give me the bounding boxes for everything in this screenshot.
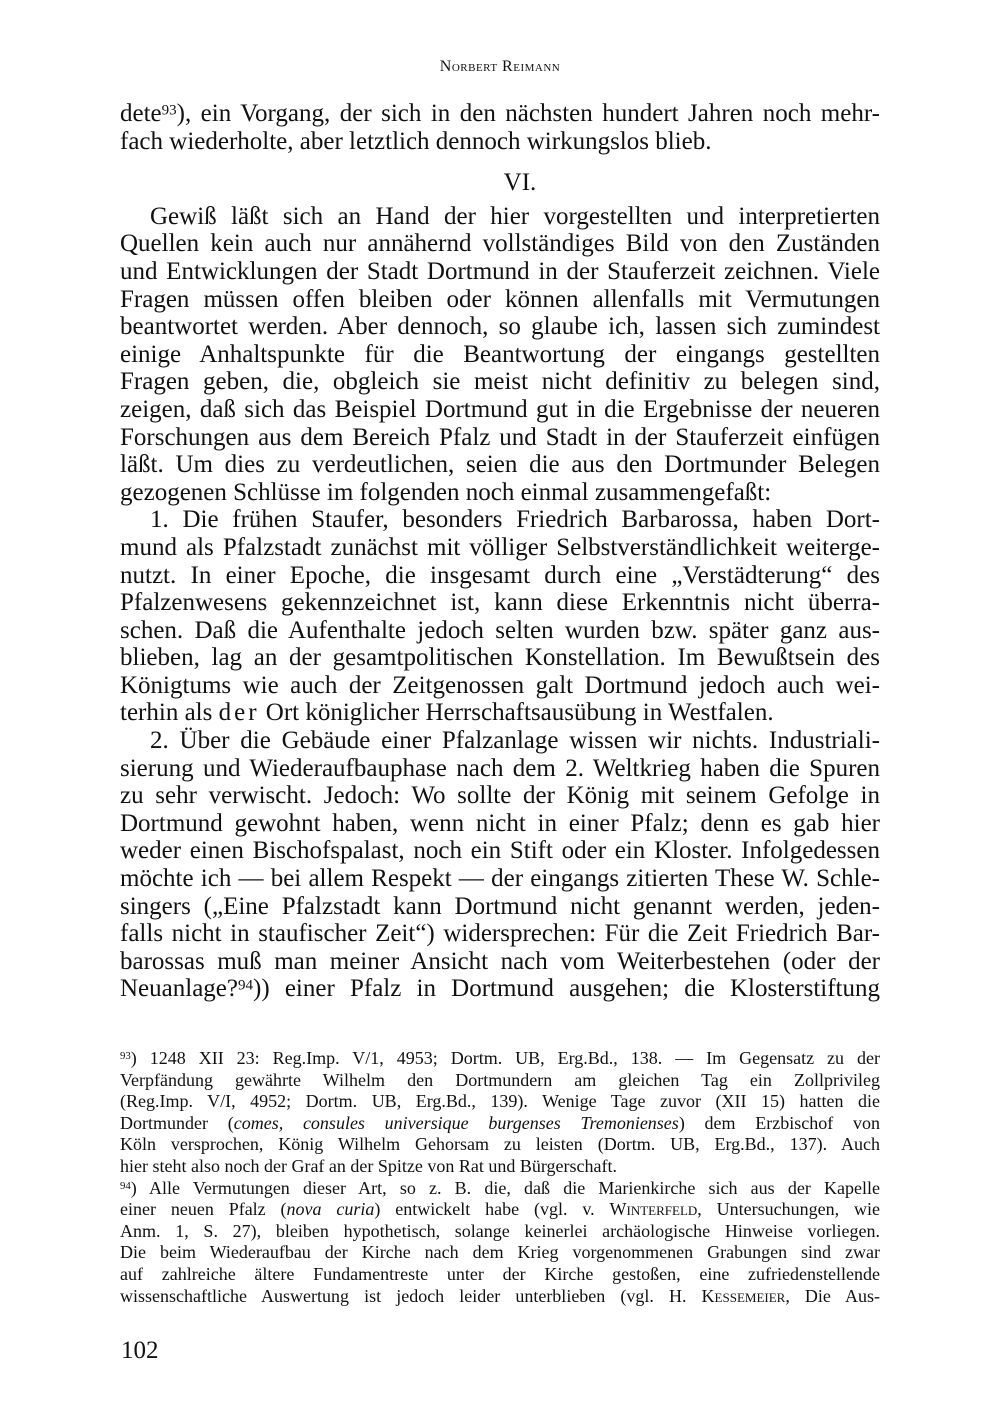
text-line: barossas muß man meiner Ansicht nach vom Weiterbestehen (oder der xyxy=(120,947,880,975)
text-line: beantwortet werden. Aber dennoch, so glaube ich, lassen sich zumindest xyxy=(120,313,880,341)
main-text xyxy=(120,100,880,1003)
text-line: Forschungen aus dem Bereich Pfalz und Stadt in der Stauferzeit einfügen xyxy=(120,423,880,451)
text-line: Königtums wie auch der Zeitgenossen galt Dortmund jedoch auch wei- xyxy=(120,671,880,699)
section-heading: VI. xyxy=(503,169,537,197)
footnote-line: Die beim Wiederaufbau der Kirche nach dem Krieg vorgenommenen Grabungen sind zwar xyxy=(120,1242,880,1263)
text-line: Pfalzenwesens gekennzeichnet ist, kann diese Erkenntnis nicht überra- xyxy=(120,589,880,617)
footnote-line: einer neuen Pfalz (nova curia) entwickelt habe (vgl. v. Winterfeld, Untersuchungen, wie xyxy=(120,1199,880,1220)
text-line: zu sehr verwischt. Jedoch: Wo sollte der König mit seinem Gefolge in xyxy=(120,782,880,810)
text-line: läßt. Um dies zu verdeutlichen, seien die aus den Dortmunder Belegen xyxy=(120,451,880,479)
text-line: Dortmund gewohnt haben, wenn nicht in einer Pfalz; denn es gab hier xyxy=(120,809,880,837)
text-line: und Entwicklungen der Stadt Dortmund in der Stauferzeit zeichnen. Viele xyxy=(120,257,880,285)
text-line: zeigen, daß sich das Beispiel Dortmund gut in die Ergebnisse der neueren xyxy=(120,395,880,423)
text-line: Fragen müssen offen bleiben oder können allenfalls mit Vermutungen xyxy=(120,285,880,313)
footnote-line: Verpfändung gewährte Wilhelm den Dortmundern am gleichen Tag ein Zollprivileg xyxy=(120,1069,880,1090)
text-line: Quellen kein auch nur annähernd vollständiges Bild von den Zuständen xyxy=(120,230,880,258)
footnote-line: auf zahlreiche ältere Fundamentreste unter der Kirche gestoßen, eine zufriedenstellende xyxy=(120,1263,880,1284)
footnote-line: Anm. 1, S. 27), bleiben hypothetisch, solange keinerlei archäologische Hinweise vorliegen. xyxy=(120,1220,881,1241)
text-line: falls nicht in staufischer Zeit“) widersprechen: Für die Zeit Friedrich Bar- xyxy=(120,920,880,948)
footnote-line: $^{93}$) 1248 XII 23: Reg.Imp. V/1, 4953; Dortm. UB, Erg.Bd., 138. — Im Gegensatz zu der xyxy=(120,1048,880,1068)
footnote-line: (Reg.Imp. V/I, 4952; Dortm. UB, Erg.Bd., 139). Wenige Tage zuvor (XII 15) hatten die xyxy=(120,1091,880,1112)
text-line: blieben, lag an der gesamtpolitischen Konstellation. Im Bewußtsein des xyxy=(120,644,880,672)
text-line: terhin als der Ort königlicher Herrschaftsausübung in Westfalen. xyxy=(120,699,774,727)
text-line: Fragen geben, die, obgleich sie meist nicht definitiv zu belegen sind, xyxy=(120,368,880,396)
footnotes xyxy=(120,1048,880,1307)
footnote-line: Köln versprochen, König Wilhelm Gehorsam zu leisten (Dortm. UB, Erg.Bd., 137). Auch xyxy=(120,1134,880,1155)
page-number: 102 xyxy=(121,1337,159,1364)
text-line: 2. Über die Gebäude einer Pfalzanlage wissen wir nichts. Industriali- xyxy=(150,727,880,755)
text-line: weder einen Bischofspalast, noch ein Stift oder ein Kloster. Infolgedessen xyxy=(120,837,880,865)
text-line: mund als Pfalzstadt zunächst mit völliger Selbstverständlichkeit weiterge- xyxy=(120,533,880,561)
text-line: sierung und Wiederaufbauphase nach dem 2. Weltkrieg haben die Spuren xyxy=(120,754,880,782)
footnote-line: Dortmunder (comes, consules universique burgenses Tremonienses) dem Erzbischof von xyxy=(120,1112,880,1133)
text-line: Neuanlage?$^{94}$)) einer Pfalz in Dortmund ausgehen; die Klosterstiftung xyxy=(120,975,880,1003)
footnote-line: $^{94}$) Alle Vermutungen dieser Art, so z. B. die, daß die Marienkirche sich aus der Kapelle xyxy=(120,1177,880,1198)
text-line: gezogenen Schlüsse im folgenden noch einmal zusammengefaßt: xyxy=(120,478,772,506)
text-line: Gewiß läßt sich an Hand der hier vorgestellten und interpretierten xyxy=(150,202,880,230)
running-header: Norbert Reimann xyxy=(439,58,561,75)
text-line: singers („Eine Pfalzstadt kann Dortmund nicht genannt werden, jeden- xyxy=(120,892,880,920)
text-line: 1. Die frühen Staufer, besonders Friedrich Barbarossa, haben Dort- xyxy=(150,506,880,534)
text-line: dete$^{93}$), ein Vorgang, der sich in den nächsten hundert Jahren noch mehr- xyxy=(120,100,880,127)
text-line: einige Anhaltspunkte für die Beantwortung der eingangs gestellten xyxy=(120,340,880,368)
text-line: möchte ich — bei allem Respekt — der eingangs zitierten These W. Schle- xyxy=(120,865,880,893)
text-line: fach wiederholte, aber letztlich dennoch wirkungslos blieb. xyxy=(120,127,712,155)
footnote-line: wissenschaftliche Auswertung ist jedoch leider unterblieben (vgl. H. Kessemeier, Die Aus- xyxy=(120,1285,881,1306)
footnote-line: hier steht also noch der Graf an der Spitze von Rat und Bürgerschaft. xyxy=(120,1155,618,1176)
text-line: nutzt. In einer Epoche, die insgesamt durch eine „Verstädterung“ des xyxy=(120,561,880,589)
text-line: schen. Daß die Aufenthalte jedoch selten wurden bzw. später ganz aus- xyxy=(120,616,880,644)
